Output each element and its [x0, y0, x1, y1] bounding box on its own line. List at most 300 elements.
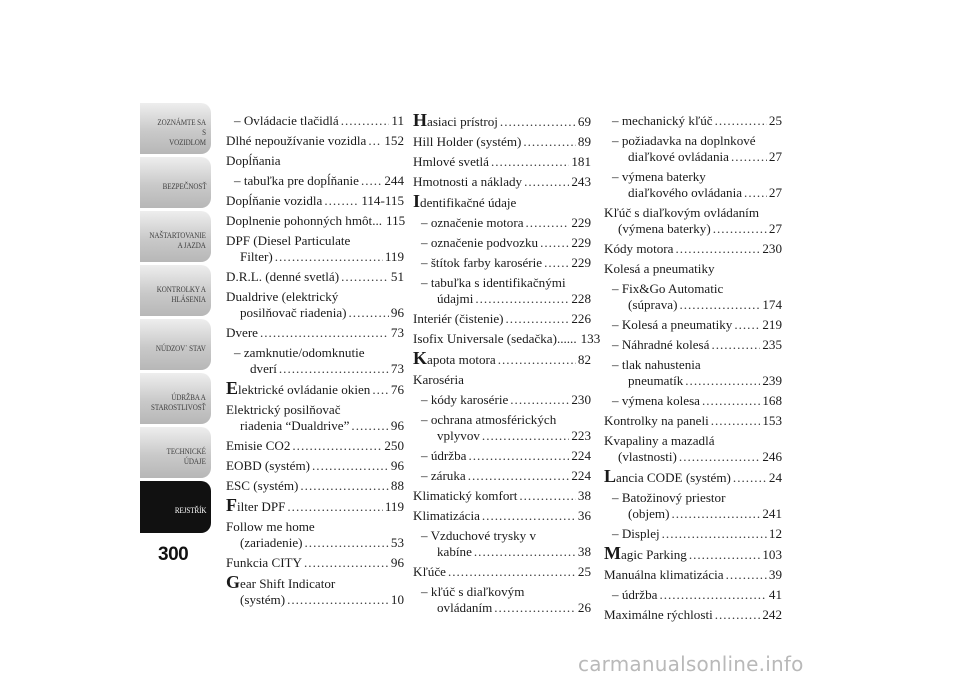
dot-leader: [482, 428, 569, 444]
chapter-tab-label: KONTROLKY A HLÁSENIA: [156, 283, 206, 304]
index-entry-line1: [226, 289, 404, 305]
index-entry-multiline[interactable]: [413, 584, 591, 616]
index-entry-label: Doplnenie pohonných hmôt...: [226, 213, 383, 228]
dot-leader: [351, 418, 388, 434]
index-entry-line1: [421, 584, 591, 600]
index-entry[interactable]: [604, 587, 782, 603]
index-entry-line1-text: Follow me home: [226, 519, 315, 534]
chapter-tab-label: TECHNICKÉ ÚDAJE: [166, 445, 206, 466]
index-entry-text: [413, 154, 489, 170]
index-entry-text: [226, 325, 258, 341]
index-entry-label: Kľúče: [413, 564, 446, 579]
index-entry[interactable]: [604, 113, 782, 129]
index-entry-label: – údržba: [421, 448, 467, 463]
index-entry[interactable]: [413, 174, 591, 190]
chapter-tab[interactable]: [140, 481, 211, 533]
index-page-ref: 241: [762, 506, 782, 521]
index-entry-text: [413, 508, 480, 524]
index-entry-text: [421, 468, 466, 484]
index-entry[interactable]: [226, 193, 404, 209]
index-page-ref: 174: [762, 297, 782, 312]
index-page-ref: 242: [762, 607, 782, 622]
dot-leader: [524, 174, 569, 190]
dot-leader: [304, 555, 389, 571]
dot-leader: [361, 173, 382, 189]
index-entry-label: Kontrolky na paneli: [604, 413, 709, 428]
index-entry-cont-text: Filter): [240, 249, 273, 264]
index-page-ref: 41: [768, 587, 782, 602]
index-entry-cont-text: riadenia “Dualdrive”: [240, 418, 350, 433]
dot-leader: [544, 255, 569, 271]
index-entry-label: Hmotnosti a náklady: [413, 174, 523, 189]
dot-leader: [526, 215, 570, 231]
dot-leader: [744, 185, 767, 201]
chapter-tab-label: NÚDZOV` STAV: [156, 342, 206, 353]
dot-leader: [468, 468, 570, 484]
index-entry-text: [226, 495, 286, 515]
index-page-ref: 224: [571, 468, 591, 483]
chapter-tab-label: BEZPEČNOSŤ: [162, 180, 206, 191]
dot-leader: [711, 413, 761, 429]
index-entry-text: [612, 113, 713, 129]
index-entry-text: [413, 174, 522, 190]
index-heading-text: Karoséria: [413, 372, 464, 387]
index-entry-label: agic Parking: [621, 547, 687, 562]
index-page-ref: 10: [390, 592, 404, 607]
chapter-tab-label: ZOZNÁMTE SA S VOZIDLOM: [157, 116, 206, 147]
index-entry-line1: [612, 490, 782, 506]
index-entry-continuation: [612, 149, 782, 165]
dot-leader: [324, 193, 359, 209]
dot-leader: [679, 297, 760, 313]
dot-leader: [287, 592, 389, 608]
dot-leader: [689, 547, 761, 563]
index-entry-multiline[interactable]: [413, 412, 591, 444]
index-page-ref: 96: [390, 418, 404, 433]
index-page-ref: 12: [768, 526, 782, 541]
dot-leader: [498, 352, 576, 368]
dot-leader: [275, 249, 383, 265]
index-entry-cont-text: (systém): [240, 592, 286, 607]
index-entry-label: lektrické ovládanie okien: [238, 382, 371, 397]
index-entry-multiline[interactable]: [604, 357, 782, 389]
index-initial: G: [226, 572, 241, 592]
index-entry[interactable]: [226, 478, 404, 494]
index-heading: [413, 372, 591, 388]
dot-leader: [675, 241, 760, 257]
chapter-tab[interactable]: [140, 211, 211, 262]
dot-leader: [713, 221, 767, 237]
index-entry-text: [421, 215, 524, 231]
index-page-ref: 96: [390, 305, 404, 320]
index-entry-text: [226, 478, 298, 494]
index-entry-label: Hmlové svetlá: [413, 154, 489, 169]
index-entry-multiline[interactable]: [226, 345, 404, 377]
index-entry-multiline[interactable]: [604, 433, 782, 465]
index-entry[interactable]: [604, 337, 782, 353]
index-heading-text: Dopĺňania: [226, 153, 281, 168]
index-page-ref: 119: [384, 249, 404, 264]
index-entry-line1: [234, 345, 404, 361]
index-entry-label: Dvere: [226, 325, 258, 340]
index-entry-line1: [612, 133, 782, 149]
dot-leader: [279, 361, 389, 377]
index-entry-label: – štítok farby karosérie: [421, 255, 543, 270]
index-entry-continuation: [604, 221, 782, 237]
index-entry[interactable]: [604, 241, 782, 257]
index-entry-label: ancia CODE (systém): [616, 470, 731, 485]
index-entry-cont-text: (výmena baterky): [618, 221, 711, 236]
index-entry-text: [612, 337, 709, 353]
dot-leader: [510, 392, 569, 408]
index-entry[interactable]: [226, 133, 404, 149]
index-entry[interactable]: [226, 438, 404, 454]
index-entry[interactable]: [226, 213, 404, 229]
dot-leader: [448, 564, 576, 580]
index-entry[interactable]: [413, 215, 591, 231]
index-entry[interactable]: [604, 466, 782, 486]
index-initial: K: [413, 348, 428, 368]
index-entry-cont-text: dverí: [250, 361, 277, 376]
index-entry-multiline[interactable]: [226, 402, 404, 434]
index-entry-label: – kódy karosérie: [421, 392, 509, 407]
index-entry-label: EOBD (systém): [226, 458, 311, 473]
index-entry-text: [612, 526, 660, 542]
index-initial: F: [226, 495, 237, 515]
index-entry-continuation: [226, 592, 404, 608]
index-page-ref: 229: [571, 215, 591, 230]
index-entry-label: Hill Holder (systém): [413, 134, 522, 149]
index-entry-text: [413, 311, 504, 327]
index-entry-label: Interiér (čistenie): [413, 311, 504, 326]
index-entry-text: [226, 133, 366, 149]
index-entry-text: [604, 466, 731, 486]
dot-leader: [260, 325, 389, 341]
index-entry[interactable]: [413, 134, 591, 150]
dot-leader: [715, 113, 767, 129]
index-entry-multiline[interactable]: [604, 281, 782, 313]
index-page-ref: 38: [577, 488, 591, 503]
chapter-tab[interactable]: [140, 319, 211, 370]
index-entry-text: [604, 241, 673, 257]
index-entry-label: Emisie CO2: [226, 438, 291, 453]
index-entry-label: Maximálne rýchlosti: [604, 607, 713, 622]
index-entry-label: – Ovládacie tlačidlá: [234, 113, 339, 128]
index-page-ref: 26: [577, 600, 591, 615]
index-entry-label: D.R.L. (denné svetlá): [226, 269, 340, 284]
index-entry-label: asiaci prístroj: [427, 114, 498, 129]
index-page-ref: 27: [768, 149, 782, 164]
dot-leader: [711, 337, 760, 353]
index-page-ref: 96: [390, 555, 404, 570]
index-entry-text: [421, 255, 542, 271]
index-initial: M: [604, 543, 621, 563]
index-entry-line1-text: Elektrický posilňovač: [226, 402, 341, 417]
dot-leader: [482, 508, 576, 524]
index-heading: [604, 261, 782, 277]
index-entry[interactable]: [413, 154, 591, 170]
index-entry[interactable]: [226, 325, 404, 341]
index-entry[interactable]: [413, 235, 591, 251]
index-page-ref: 152: [384, 133, 404, 148]
dot-leader: [679, 449, 760, 465]
index-entry[interactable]: [604, 393, 782, 409]
index-entry-cont-text: (súprava): [628, 297, 678, 312]
index-entry[interactable]: [413, 488, 591, 504]
index-entry-line1-text: – Batožinový priestor: [612, 490, 726, 505]
index-entry-text: [421, 235, 538, 251]
dot-leader: [715, 607, 761, 623]
index-entry-label: Klimatický komfort: [413, 488, 518, 503]
index-entry-line1-text: – požiadavka na doplnkové: [612, 133, 756, 148]
dot-leader: [474, 544, 576, 560]
index-page-ref: 51: [390, 269, 404, 284]
index-entry-multiline[interactable]: [604, 169, 782, 201]
chapter-tab[interactable]: [140, 157, 211, 208]
index-entry-label: apota motora: [427, 352, 496, 367]
dot-leader: [372, 382, 389, 398]
index-entry-continuation: [612, 297, 782, 313]
index-entry-label: – Displej: [612, 526, 660, 541]
dot-leader: [341, 113, 390, 129]
index-entry-cont-text: posilňovač riadenia): [240, 305, 347, 320]
dot-leader: [287, 499, 382, 515]
index-entry-continuation: [226, 418, 404, 434]
index-page-ref: 115: [386, 213, 406, 228]
dot-leader: [685, 373, 760, 389]
index-page-ref: 230: [762, 241, 782, 256]
index-entry[interactable]: [413, 311, 591, 327]
index-entry-label: – označenie motora: [421, 215, 524, 230]
index-entry-line1: [604, 205, 782, 221]
index-entry[interactable]: [604, 317, 782, 333]
index-page-ref: 73: [390, 361, 404, 376]
index-entry-line1-text: Dualdrive (elektrický: [226, 289, 339, 304]
index-entry-text: [612, 393, 700, 409]
dot-leader: [368, 133, 382, 149]
index-entry-text: [226, 193, 322, 209]
index-entry-multiline[interactable]: [604, 490, 782, 522]
dot-leader: [734, 317, 760, 333]
chapter-tab[interactable]: [140, 427, 211, 478]
index-entry-label: – údržba: [612, 587, 658, 602]
dot-leader: [523, 134, 576, 150]
index-entry-multiline[interactable]: [226, 289, 404, 321]
index-page-ref: 38: [577, 544, 591, 559]
index-entry-line1: [421, 412, 591, 428]
index-entry-label: Kódy motora: [604, 241, 674, 256]
index-entry-line1-text: Kľúč s diaľkovým ovládaním: [604, 205, 760, 220]
index-page-ref: 89: [577, 134, 591, 149]
index-entry[interactable]: [226, 173, 404, 189]
chapter-tab[interactable]: [140, 265, 211, 316]
index-page-ref: 11: [391, 113, 404, 128]
page-number: 300: [158, 544, 189, 565]
index-column-3: [604, 113, 782, 627]
index-entry-line1-text: – tabuľka s identifikačnými: [421, 275, 566, 290]
dot-leader: [671, 506, 760, 522]
index-entry-line1-text: ear Shift Indicator: [240, 576, 336, 591]
dot-leader: [702, 393, 760, 409]
index-entry-label: – výmena kolesa: [612, 393, 700, 408]
index-page-ref: 226: [571, 311, 591, 326]
index-page-ref: 119: [384, 499, 404, 514]
index-entry-line1-text: – Fix&Go Automatic: [612, 281, 724, 296]
chapter-tabs: [140, 103, 211, 536]
index-entry-line1: [421, 528, 591, 544]
index-entry-line1-text: – tlak nahustenia: [612, 357, 701, 372]
index-entry[interactable]: [604, 413, 782, 429]
index-page-ref: 228: [571, 291, 591, 306]
index-entry-multiline[interactable]: [604, 133, 782, 165]
chapter-tab-label: ÚDRŽBA A STAROSTLIVOSŤ: [151, 391, 206, 412]
index-entry-line1: [421, 275, 591, 291]
index-page-ref: 243: [571, 174, 591, 189]
index-entry[interactable]: [226, 378, 404, 398]
index-entry-cont-text: pneumatík: [628, 373, 684, 388]
index-entry-line1: [226, 572, 404, 592]
index-entry-multiline[interactable]: [226, 233, 404, 265]
index-entry-line1-text: – výmena baterky: [612, 169, 706, 184]
index-entry-text: [234, 173, 359, 189]
index-entry-label: – záruka: [421, 468, 466, 483]
index-page-ref: 223: [571, 428, 591, 443]
index-entry-continuation: [612, 185, 782, 201]
index-entry-text: [421, 392, 508, 408]
index-initial: H: [413, 110, 428, 130]
index-entry-line1: [604, 433, 782, 449]
index-entry-continuation: [421, 428, 591, 444]
dot-leader: [341, 269, 389, 285]
index-entry-label: – Kolesá a pneumatiky: [612, 317, 733, 332]
index-entry[interactable]: [413, 392, 591, 408]
dot-leader: [491, 154, 569, 170]
index-entry[interactable]: [604, 543, 782, 563]
index-page-ref: 230: [571, 392, 591, 407]
index-entry-continuation: [604, 449, 782, 465]
index-page-ref: 229: [571, 235, 591, 250]
index-column-2: [413, 110, 601, 620]
index-entry-line1: [226, 519, 404, 535]
index-entry[interactable]: [226, 458, 404, 474]
index-page-ref: 153: [762, 413, 782, 428]
index-entry-continuation: [226, 305, 404, 321]
index-entry-text: [226, 213, 382, 229]
dot-leader: [475, 291, 569, 307]
index-entry[interactable]: [413, 331, 601, 347]
chapter-tab[interactable]: [140, 103, 211, 154]
index-entry[interactable]: [226, 555, 404, 571]
index-entry-text: [604, 413, 709, 429]
index-entry[interactable]: [604, 526, 782, 542]
index-entry-text: [612, 317, 732, 333]
index-entry[interactable]: [413, 508, 591, 524]
index-entry-text: [413, 331, 577, 347]
index-entry-text: [413, 348, 496, 368]
index-entry-text: [604, 543, 687, 563]
index-entry-text: [604, 567, 724, 583]
index-entry[interactable]: [413, 110, 591, 130]
dot-leader: [519, 488, 576, 504]
index-entry[interactable]: [413, 348, 591, 368]
index-entry-text: [413, 134, 521, 150]
index-page-ref: 114-115: [361, 193, 404, 208]
index-entry-cont-text: (objem): [628, 506, 670, 521]
index-entry-cont-text: diaľkové ovládania: [628, 149, 729, 164]
dot-leader: [731, 149, 767, 165]
index-page-ref: 250: [384, 438, 404, 453]
index-entry-cont-text: ovládaním: [437, 600, 493, 615]
index-entry[interactable]: [413, 448, 591, 464]
index-entry-label: Dopĺňanie vozidla: [226, 193, 323, 208]
index-page-ref: 27: [768, 221, 782, 236]
index-page-ref: 235: [762, 337, 782, 352]
index-entry-cont-text: kabíne: [437, 544, 472, 559]
index-initial: L: [604, 466, 617, 486]
index-entry-text: [413, 110, 498, 130]
chapter-tab[interactable]: [140, 373, 211, 424]
dot-leader: [500, 114, 576, 130]
index-page-ref: 88: [390, 478, 404, 493]
index-entry-multiline[interactable]: [226, 572, 404, 608]
index-entry-multiline[interactable]: [226, 519, 404, 551]
index-page-ref: 25: [577, 564, 591, 579]
index-entry-multiline[interactable]: [604, 205, 782, 237]
index-entry-text: [612, 587, 657, 603]
index-entry-multiline[interactable]: [413, 275, 591, 307]
watermark: carmanualsonline.info: [578, 652, 804, 676]
index-entry[interactable]: [226, 495, 404, 515]
index-page-ref: 36: [577, 508, 591, 523]
dot-leader: [300, 478, 389, 494]
index-entry-cont-text: (zariadenie): [240, 535, 303, 550]
index-entry[interactable]: [604, 567, 782, 583]
dot-leader: [305, 535, 389, 551]
chapter-tab-label: NAŠTARTOVANIE A JAZDA: [149, 229, 206, 250]
index-entry-cont-text: (vlastnosti): [618, 449, 677, 464]
index-entry-line1: [226, 402, 404, 418]
index-entry-label: Klimatizácia: [413, 508, 480, 523]
index-entry[interactable]: [226, 113, 404, 129]
index-entry-continuation: [421, 600, 591, 616]
index-entry-line1-text: Kvapaliny a mazadlá: [604, 433, 715, 448]
index-entry[interactable]: [413, 564, 591, 580]
index-page-ref: 39: [768, 567, 782, 582]
index-entry-text: [226, 458, 310, 474]
index-page-ref: 69: [577, 114, 591, 129]
index-entry-line1-text: – kľúč s diaľkovým: [421, 584, 525, 599]
index-entry-continuation: [226, 249, 404, 265]
index-entry-continuation: [421, 544, 591, 560]
index-column-1: [226, 113, 404, 612]
index-entry[interactable]: [604, 607, 782, 623]
index-entry-line1: [226, 233, 404, 249]
index-initial: I: [413, 191, 421, 211]
index-entry-multiline[interactable]: [413, 528, 591, 560]
index-entry-label: Manuálna klimatizácia: [604, 567, 724, 582]
index-page-ref: 224: [571, 448, 591, 463]
index-entry[interactable]: [226, 269, 404, 285]
index-entry-label: – označenie podvozku: [421, 235, 539, 250]
index-entry-cont-text: diaľkového ovládania: [628, 185, 743, 200]
index-page-ref: 25: [768, 113, 782, 128]
index-entry[interactable]: [413, 468, 591, 484]
dot-leader: [726, 567, 767, 583]
index-entry-text: [226, 269, 339, 285]
index-page-ref: 229: [571, 255, 591, 270]
index-entry-text: [604, 607, 713, 623]
index-entry[interactable]: [413, 255, 591, 271]
